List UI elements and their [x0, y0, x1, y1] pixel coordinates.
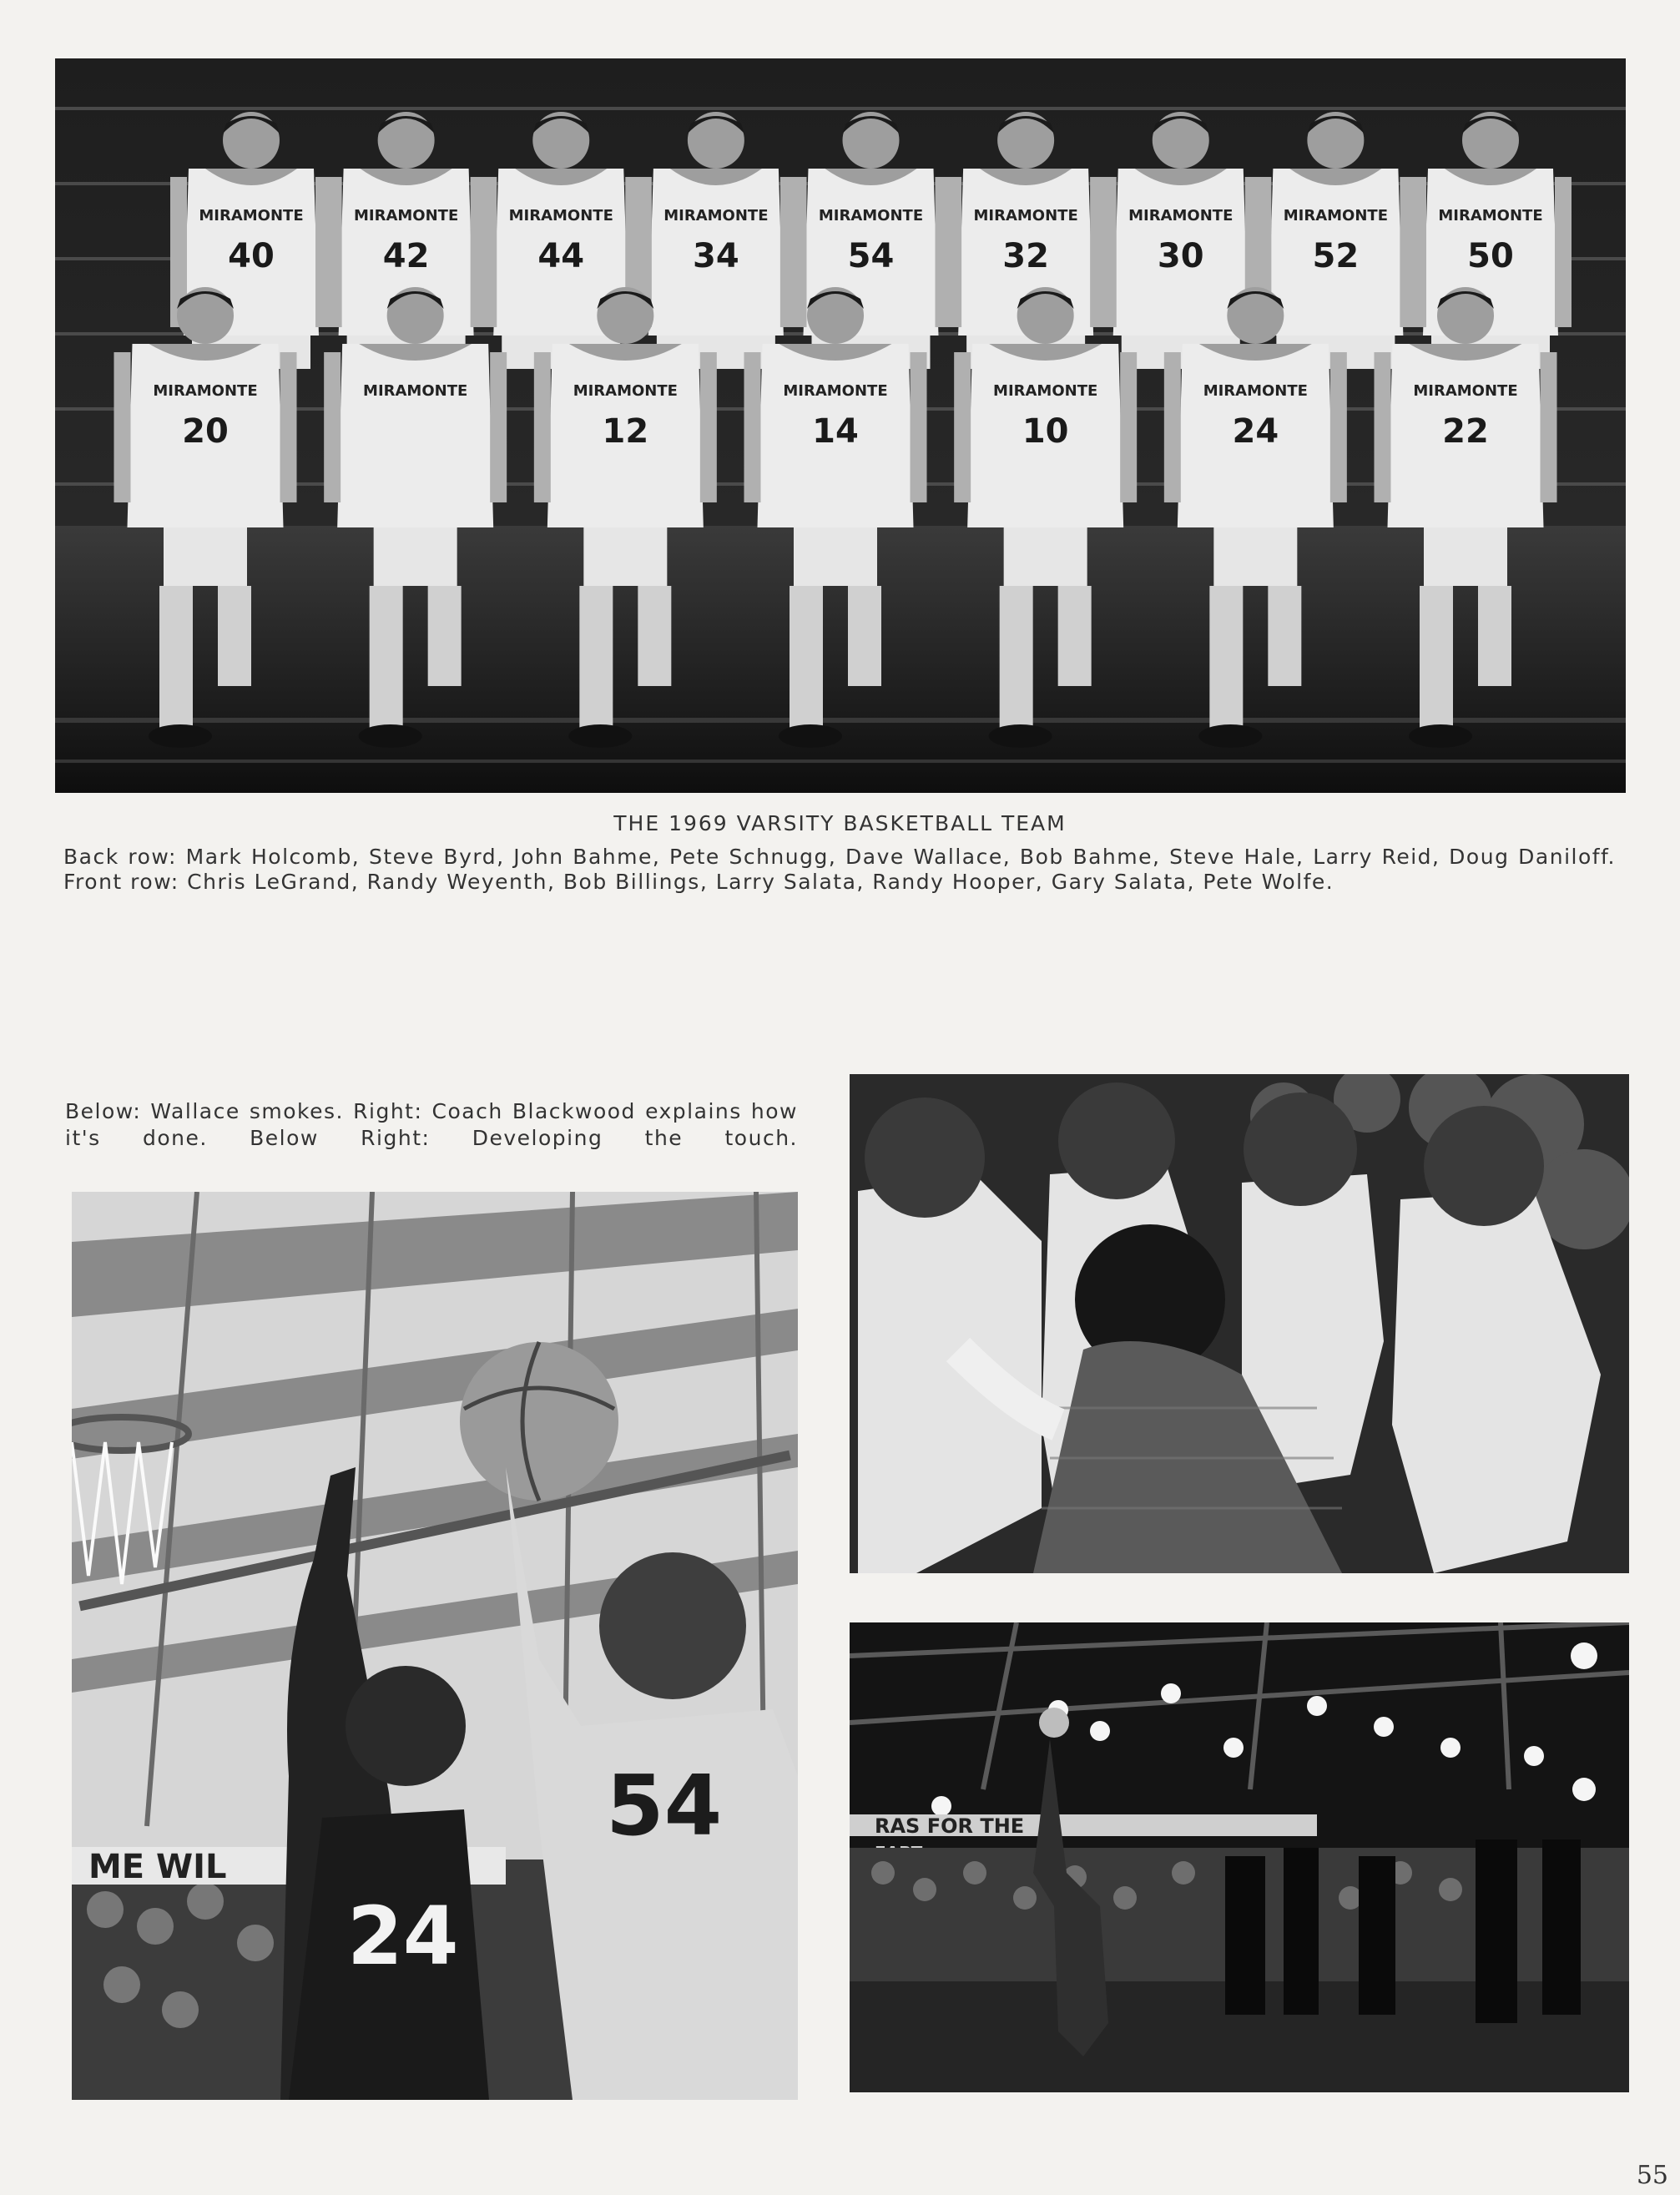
jersey-school-text: MIRAMONTE	[1128, 207, 1234, 225]
shooter-number: 54	[606, 1757, 723, 1854]
action-caption: Below: Wallace smokes. Right: Coach Blackwood explains how it's done. Below Right: Developing the touch.	[65, 1099, 798, 1150]
team-photo-art	[55, 58, 1626, 793]
jersey-number: 50	[1467, 237, 1514, 275]
jersey-number: 40	[228, 237, 275, 275]
jersey-school-text: MIRAMONTE	[818, 207, 924, 225]
jersey-number: 12	[602, 412, 649, 451]
jersey-school-text: MIRAMONTE	[783, 382, 888, 400]
jersey-school-text: MIRAMONTE	[508, 207, 613, 225]
team-photo	[55, 58, 1626, 793]
jersey-number: 32	[1002, 237, 1049, 275]
jersey-number: 54	[847, 237, 895, 275]
jersey-school-text: MIRAMONTE	[363, 382, 468, 400]
jersey-school-text: MIRAMONTE	[973, 207, 1078, 225]
jersey-number: 20	[182, 412, 229, 451]
jersey-number: 10	[1022, 412, 1069, 451]
jersey-number: 14	[812, 412, 859, 451]
jersey-school-text: MIRAMONTE	[1413, 382, 1518, 400]
jersey-number: 44	[537, 237, 585, 275]
jersey-school-text: MIRAMONTE	[993, 382, 1098, 400]
gym-photo	[850, 1622, 1629, 2092]
jersey-number: 42	[382, 237, 430, 275]
jersey-school-text: MIRAMONTE	[199, 207, 304, 225]
jersey-school-text: MIRAMONTE	[153, 382, 258, 400]
jersey-school-text: MIRAMONTE	[353, 207, 459, 225]
jersey-school-text: MIRAMONTE	[1283, 207, 1389, 225]
jersey-number: 24	[1232, 412, 1279, 451]
coach-photo	[850, 1074, 1629, 1573]
jersey-school-text: MIRAMONTE	[663, 207, 769, 225]
gym-banner-text: RAS FOR THE	[875, 1814, 1025, 1838]
jersey-number: 22	[1442, 412, 1489, 451]
opponent-number: 24	[347, 1890, 459, 1983]
action-banner-text: ME WIL	[88, 1848, 227, 1886]
jersey-number: 52	[1312, 237, 1360, 275]
jersey-school-text: MIRAMONTE	[1438, 207, 1543, 225]
team-caption-body: Back row: Mark Holcomb, Steve Byrd, John Bahme, Pete Schnugg, Dave Wallace, Bob Bahme, Steve Hale, Larry Reid, Doug Daniloff. Front row: Chris LeGrand, Randy Weyenth, Bob Billings, Larry Salata, Randy Hooper, Gary Salata, Pete Wolfe.	[63, 845, 1616, 894]
back-row-players	[170, 112, 1572, 369]
team-caption-title: THE 1969 VARSITY BASKETBALL TEAM	[613, 811, 1067, 835]
jersey-school-text: MIRAMONTE	[573, 382, 678, 400]
page-number: 55	[1636, 2161, 1668, 2190]
action-photo	[72, 1192, 798, 2100]
jersey-number: 34	[693, 237, 739, 275]
jersey-number: 30	[1157, 237, 1204, 275]
jersey-school-text: MIRAMONTE	[1203, 382, 1308, 400]
